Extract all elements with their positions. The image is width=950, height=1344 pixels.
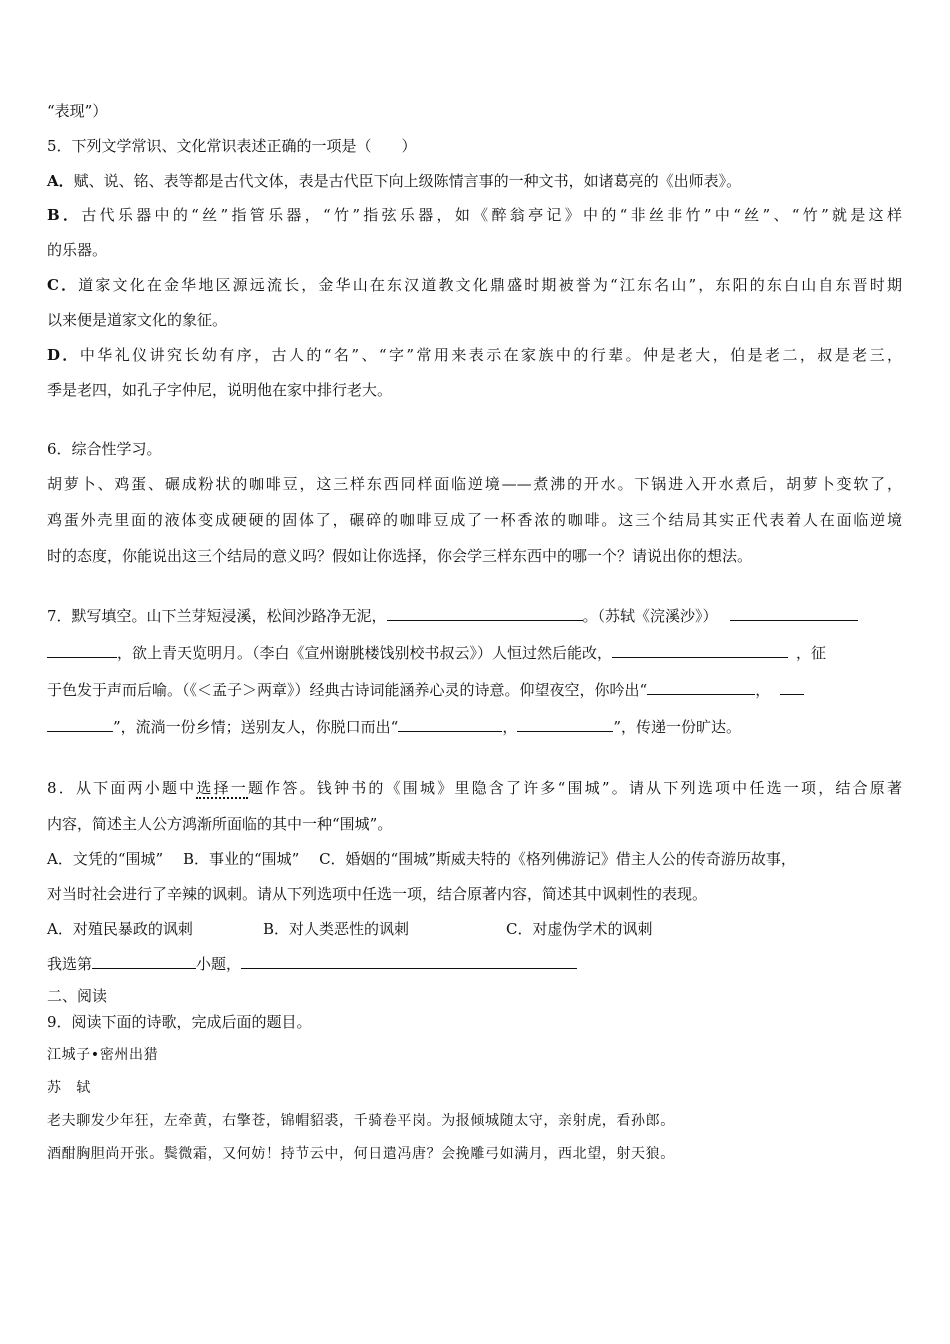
q8-pick-label: 我选第	[47, 955, 93, 973]
q8-option-a: A．对殖民暴政的讽刺	[47, 920, 193, 938]
q6-stem: 6．综合性学习。	[47, 440, 162, 458]
q7-blank-7[interactable]	[517, 717, 613, 732]
q8-line-1	[47, 778, 902, 798]
q5-stem: 5．下列文学常识、文化常识表述正确的一项是（ ）	[47, 137, 417, 155]
q5-option-a-label: A．	[47, 172, 74, 190]
q8-pick-label-2: 小题，	[196, 955, 242, 973]
section-heading: 二、阅读	[47, 987, 108, 1005]
q5-option-b	[47, 205, 902, 225]
q5-option-b-cont: 的乐器。	[47, 241, 108, 259]
poem-author: 苏 轼	[47, 1080, 91, 1096]
q6-passage-line-3: 时的态度，你能说出这三个结局的意义吗？假如让你选择，你会学三样东西中的哪一个？请说出你的想法。	[47, 547, 753, 565]
q7-blank-2[interactable]	[730, 606, 858, 621]
q5-option-c-cont: 以来便是道家文化的象征。	[47, 311, 228, 329]
q9-stem: 9．阅读下面的诗歌，完成后面的题目。	[47, 1013, 312, 1031]
q7-blank-2-cont[interactable]	[47, 643, 117, 658]
poem-title: 江城子•密州出猎	[47, 1047, 159, 1063]
q5-option-c-label: C．	[47, 276, 79, 294]
q7-blank-5-cont[interactable]	[47, 717, 113, 732]
poem-line-1: 老夫聊发少年狂，左牵黄，右擎苍，锦帽貂裘，千骑卷平岗。为报倾城随太守，亲射虎，看孙郎。	[47, 1113, 675, 1129]
q8-options	[47, 919, 902, 939]
q5-option-d-cont: 季是老四，如孔子字仲尼，说明他在家中排行老大。	[47, 381, 393, 399]
q7-text-1a: 7．默写填空。山下兰芽短浸溪，松间沙路净无泥，	[47, 607, 387, 625]
q6-passage-line-2: 鸡蛋外壳里面的液体变成硬硬的固体了，碾碎的咖啡豆成了一杯香浓的咖啡。这三个结局其实正代表着人在面临逆境	[47, 511, 902, 529]
q8-emphasis: 选择一	[196, 779, 248, 797]
q8-answer-line	[47, 954, 902, 974]
q7-text-4b: ，	[502, 718, 518, 736]
q7-text-1b: 。（苏轼《浣溪沙》）	[582, 607, 718, 625]
q8-option-b: B．对人类恶性的讽刺	[263, 920, 410, 938]
q7-blank-6[interactable]	[398, 717, 502, 732]
q5-option-a	[47, 171, 902, 191]
q5-option-a-text: 赋、说、铭、表等都是古代文体，表是古代臣下向上级陈情言事的一种文书，如诸葛亮的《出师表》。	[73, 172, 742, 190]
q8-line-2: 内容，简述主人公方鸿渐所面临的其中一种“围城”。	[47, 815, 393, 833]
q5-option-c-text: 道家文化在金华地区源远流长，金华山在东汉道教文化鼎盛时期被誉为“江东名山”，东阳的东白山自东晋时期	[78, 276, 902, 294]
q6-passage-line-1: 胡萝卜、鸡蛋、碾成粉状的咖啡豆，这三样东西同样面临逆境——煮沸的开水。下锅进入开水煮后，胡萝卜变软了，	[47, 475, 902, 493]
q7-line-4	[47, 717, 902, 737]
q8-question-number-blank[interactable]	[92, 954, 196, 969]
q7-text-4a: ”，流淌一份乡情；送别友人，你脱口而出“	[113, 718, 399, 736]
continued-text: “表现”）	[47, 102, 108, 120]
q7-line-1	[47, 606, 902, 626]
q7-line-3	[47, 680, 902, 700]
q5-option-b-text: 古代乐器中的“丝”指管乐器，“竹”指弦乐器，如《醉翁亭记》中的“非丝非竹”中“丝”、“竹”就是这样	[81, 206, 902, 224]
q8-text-1a: 8．从下面两小题中	[47, 779, 197, 797]
q5-option-d-text: 中华礼仪讲究长幼有序，古人的“名”、“字”常用来表示在家族中的行辈。仲是老大，伯是老二，叔是老三，	[79, 346, 902, 364]
q5-option-d-label: D．	[47, 346, 80, 364]
q7-blank-4[interactable]	[647, 680, 755, 695]
q5-option-b-label: B．	[47, 206, 82, 224]
q7-text-3a: 于色发于声而后喻。（《＜孟子＞两章》）经典古诗词能涵养心灵的诗意。仰望夜空，你吟出“	[47, 681, 648, 699]
q7-text-4c: ”，传递一份旷达。	[613, 718, 742, 736]
q7-blank-5[interactable]	[780, 680, 804, 695]
poem-line-2: 酒酣胸胆尚开张。鬓微霜，又何妨！持节云中，何日遣冯唐？会挽雕弓如满月，西北望，射天狼。	[47, 1146, 675, 1162]
q8-answer-blank[interactable]	[241, 954, 577, 969]
q7-text-3b: ，	[755, 681, 771, 699]
q8-line-4: 对当时社会进行了辛辣的讽刺。请从下列选项中任选一项，结合原著内容，简述其中讽刺性的表现。	[47, 885, 708, 903]
q8-text-1b: 题作答。钱钟书的《围城》里隐含了许多“围城”。请从下列选项中任选一项，结合原著	[247, 779, 902, 797]
q5-option-c	[47, 275, 902, 295]
q7-line-2	[47, 643, 902, 663]
q5-option-d	[47, 345, 902, 365]
q8-option-c: C．对虚伪学术的讽刺	[506, 920, 653, 938]
q7-blank-1[interactable]	[387, 606, 583, 621]
q7-blank-3[interactable]	[612, 643, 788, 658]
q7-text-2b: ，征	[796, 644, 827, 662]
q8-line-3: A．文凭的“围城” B．事业的“围城” C．婚姻的“围城”斯威夫特的《格列佛游记》借主人公的传奇游历故事，	[47, 850, 796, 868]
q7-text-2a: ，欲上青天览明月。（李白《宣州谢朓楼饯别校书叔云》）人恒过然后能改，	[117, 644, 613, 662]
